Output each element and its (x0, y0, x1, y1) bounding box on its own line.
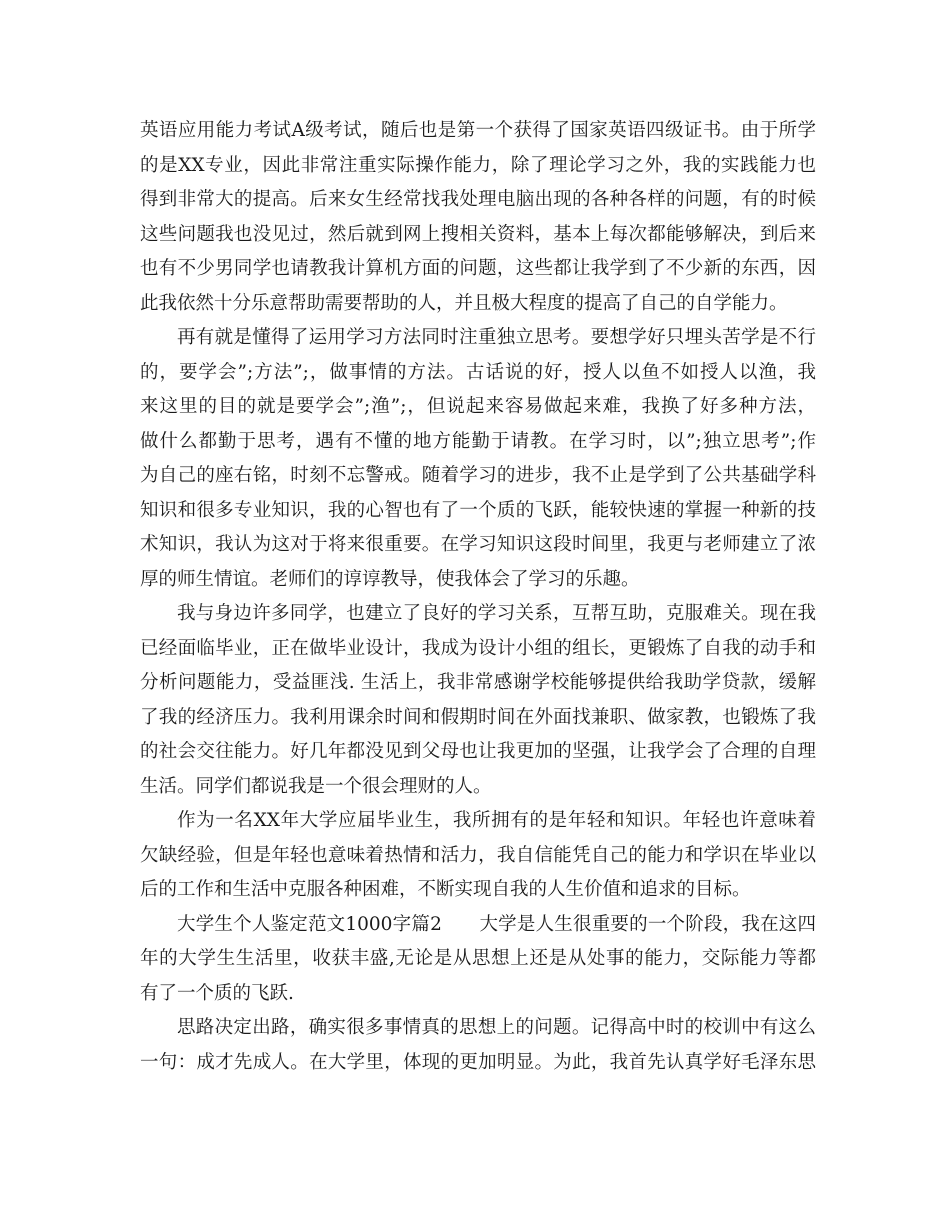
text-line: 术知识，我认为这对于将来很重要。在学习知识这段时间里，我更与老师建立了浓 (140, 534, 816, 555)
document-body (140, 114, 816, 1080)
text-line: 英语应用能力考试A级考试，随后也是第一个获得了国家英语四级证书。由于所学 (140, 120, 816, 141)
text-line: 这些问题我也没见过，然后就到网上搜相关资料，基本上每次都能够解决，到后来 (140, 223, 816, 245)
text-line: 的社会交往能力。好几年都没见到父母也让我更加的坚强，让我学会了合理的自理 (140, 741, 816, 762)
text-line: 再有就是懂得了运用学习方法同时注重独立思考。要想学好只埋头苦学是不行 (177, 327, 816, 348)
text-line: 来这里的目的就是要学会”;渔”;，但说起来容易做起来难，我换了好多种方法， (140, 396, 816, 417)
text-line: 得到非常大的提高。后来女生经常找我处理电脑出现的各种各样的问题，有的时候 (140, 189, 816, 210)
text-line: 的，要学会”;方法”;，做事情的方法。古话说的好，授人以鱼不如授人以渔，我 (140, 361, 816, 383)
text-line: 后的工作和生活中克服各种困难，不断实现自我的人生价值和追求的目标。 (140, 879, 751, 900)
text-line: 了我的经济压力。我利用课余时间和假期时间在外面找兼职、做家教，也锻炼了我 (140, 706, 816, 728)
text-line: 已经面临毕业，正在做毕业设计，我成为设计小组的组长，更锻炼了自我的动手和 (140, 637, 816, 659)
text-line: 也有不少男同学也请教我计算机方面的问题，这些都让我学到了不少新的东西，因 (140, 258, 816, 279)
text-line: 此我依然十分乐意帮助需要帮助的人，并且极大程度的提高了自己的自学能力。 (140, 292, 788, 314)
text-line: 大学生个人鉴定范文1000字篇2 大学是人生很重要的一个阶段，我在这四 (177, 913, 816, 935)
text-line: 知识和很多专业知识，我的心智也有了一个质的飞跃，能较快速的掌握一种新的技 (140, 499, 816, 521)
text-line: 的是XX专业，因此非常注重实际操作能力，除了理论学习之外，我的实践能力也 (140, 154, 816, 176)
text-line: 生活。同学们都说我是一个很会理财的人。 (140, 775, 492, 797)
text-line: 为自己的座右铭，时刻不忘警戒。随着学习的进步，我不止是学到了公共基础学科 (140, 465, 816, 486)
text-line: 年的大学生生活里，收获丰盛,无论是从思想上还是从处事的能力，交际能力等都 (140, 948, 816, 969)
text-line: 做什么都勤于思考，遇有不懂的地方能勤于请教。在学习时，以”;独立思考”;作 (140, 430, 816, 452)
text-line: 作为一名XX年大学应届毕业生，我所拥有的是年轻和知识。年轻也许意味着 (177, 810, 816, 831)
text-line: 欠缺经验，但是年轻也意味着热情和活力，我自信能凭自己的能力和学识在毕业以 (140, 844, 816, 866)
text-line: 有了一个质的飞跃. (140, 982, 294, 1004)
text-line: 一句：成才先成人。在大学里，体现的更加明显。为此，我首先认真学好毛泽东思 (140, 1051, 816, 1073)
text-line: 厚的师生情谊。老师们的谆谆教导，使我体会了学习的乐趣。 (140, 568, 640, 590)
text-line: 分析问题能力，受益匪浅. 生活上，我非常感谢学校能够提供给我助学贷款，缓解 (140, 672, 816, 693)
text-line: 我与身边许多同学，也建立了良好的学习关系，互帮互助，克服难关。现在我 (177, 603, 816, 624)
text-line: 思路决定出路，确实很多事情真的思想上的问题。记得高中时的校训中有这么 (177, 1017, 816, 1038)
